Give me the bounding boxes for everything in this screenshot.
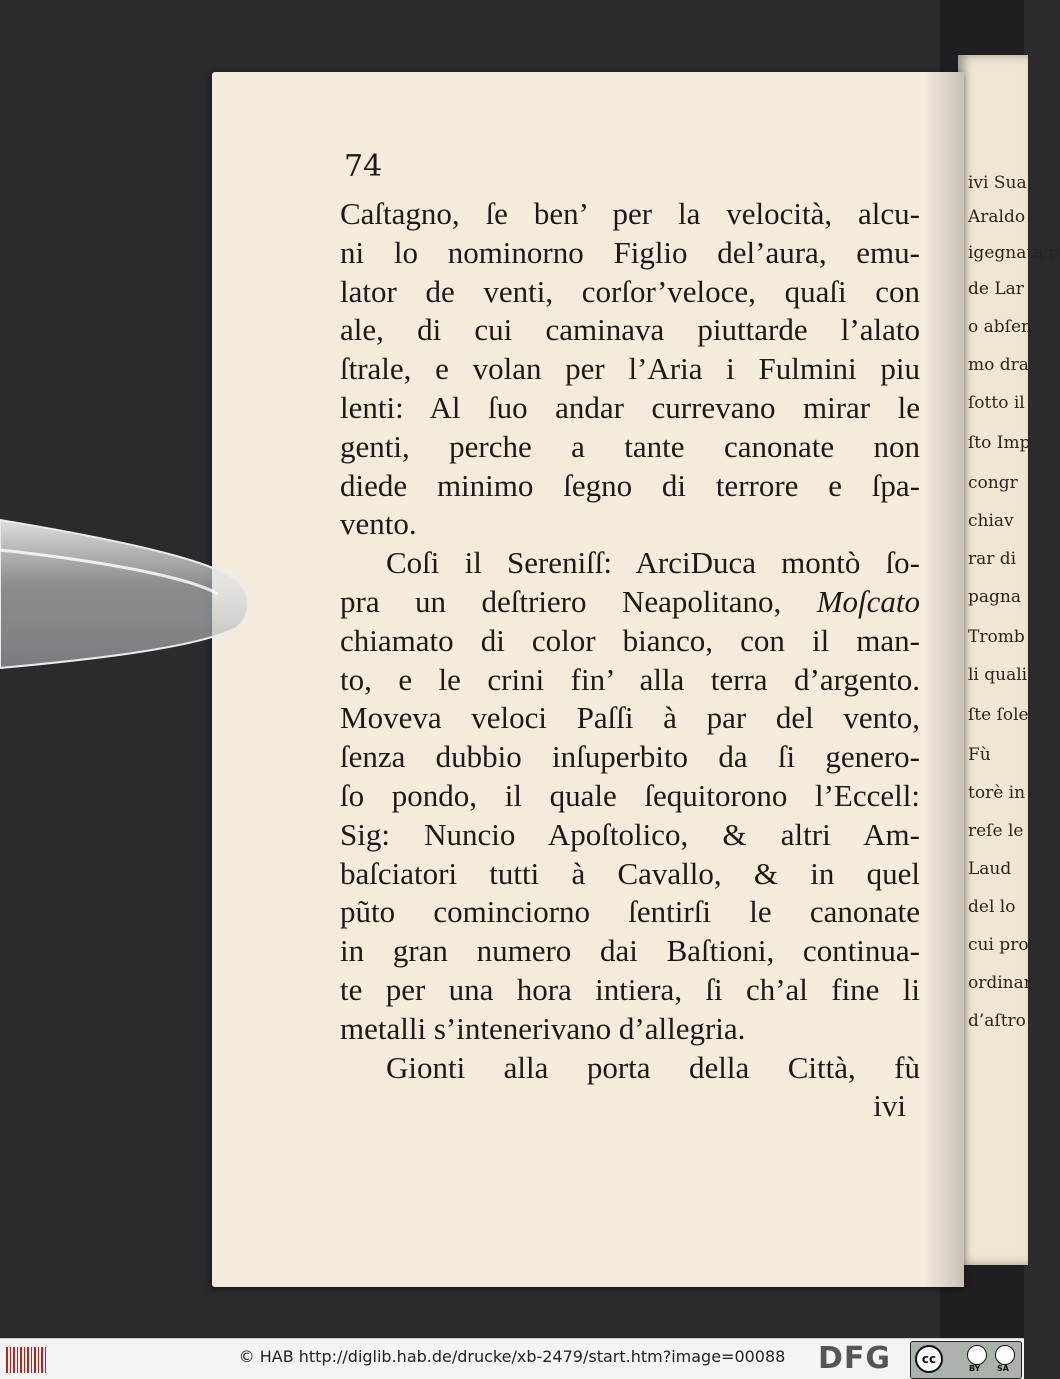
facing-page-line: reſe le [968,821,1024,841]
facing-page-line: li quali [968,665,1028,685]
facing-page-line: chiav [968,511,1014,531]
text-line: Sig: Nuncio Apoſtolico, & altri Am- [340,816,920,852]
facing-page-line: cui pro [968,935,1029,955]
facing-page-line: del lo [968,897,1016,917]
facing-page-line: pagna [968,587,1021,607]
facing-page-line: ivi Sua [968,173,1027,193]
text-line: chiamato di color bianco, con il man- [340,622,920,658]
facing-page-line: congr [968,473,1018,493]
dfg-logo: DFG [818,1341,892,1376]
facing-page-line: d’aſtro [968,1011,1026,1031]
page-gutter-shadow [924,72,964,1287]
text-line: ni lo nominorno Figlio del’aura, emu- [340,234,920,270]
text-line: Moveva veloci Paſſi à par del vento, [340,700,920,736]
facing-page-line: Fù [968,745,991,765]
text-line: genti, perche a tante canonate non [340,428,920,464]
text-line: lenti: Al ſuo andar currevano mirar le [340,389,920,425]
text-line-segment: pra un deſtriero Neapolitano, [340,583,817,619]
facing-page-line: rar di [968,549,1017,569]
text-line: te per una hora intiera, ſi ch’al fine li [340,971,920,1007]
facing-page-line: Araldo [968,207,1026,227]
text-line: pũto cominciorno ſentirſi le canonate [340,894,920,930]
text-line: ſenza dubbio inſuperbito da ſi genero- [340,739,920,775]
facing-page-line: torè in [968,783,1026,803]
facing-page [958,55,1060,1265]
text-line: diede minimo ſegno di terrore e ſpa- [340,467,920,503]
italic-horse-name: Moſcato [816,583,920,619]
text-line: Caſtagno, ſe ben’ per la velocità, alcu- [340,196,920,231]
text-line: in gran numero dai Baſtioni, continua- [340,933,920,969]
sa-label: SA [997,1364,1009,1373]
attribution-icon [967,1345,987,1365]
cc-icon: cc [915,1345,943,1373]
text-line: to, e le crini fin’ alla terra d’argento. [340,661,920,697]
text-line: baſciatori tutti à Cavallo, & in quel [340,855,920,891]
page-number: 74 [344,149,383,184]
facing-page-line: ſotto il [968,393,1025,413]
facing-page-line: mo dra [968,355,1029,375]
share-alike-icon [995,1345,1015,1365]
facing-page-line: ſto Imp [968,433,1031,453]
catchword: ivi [873,1088,906,1124]
facing-page-line: Laud [968,859,1012,879]
facing-page-line: o abſen [968,317,1032,337]
text-line: ſtrale, e volan per l’Aria i Fulmini piu [340,351,920,387]
facing-page-line: igegnata p [968,243,1060,263]
text-line: ale, di cui caminava piuttarde l’alato [340,312,920,348]
facing-page-line: de Lar [968,279,1024,299]
text-line: metalli s’intenerivano d’allegria. [340,1010,746,1046]
facing-page-line: ſte ſole [968,705,1029,725]
footer-bar [0,1338,1024,1379]
credit-link[interactable]: © HAB http://diglib.hab.de/drucke/xb-2479/start.htm?image=00088 [238,1347,786,1366]
facing-page-line: ordinar [968,973,1032,993]
text-line: ſo pondo, il quale ſequitorono l’Eccell: [340,777,920,813]
by-label: BY [969,1364,981,1373]
text-line: lator de venti, corſor’veloce, quaſi con [340,273,920,309]
text-line: vento. [340,506,417,542]
cc-license-badge[interactable] [910,1341,1022,1379]
page-text [340,195,920,1126]
page-clamp [0,520,250,668]
facing-page-line: Tromb [968,627,1025,647]
text-line: Coſi il Sereniſſ: ArciDuca montò ſo- [386,545,920,581]
text-line: Gionti alla porta della Città, fù [386,1049,920,1085]
text-line [340,583,920,622]
